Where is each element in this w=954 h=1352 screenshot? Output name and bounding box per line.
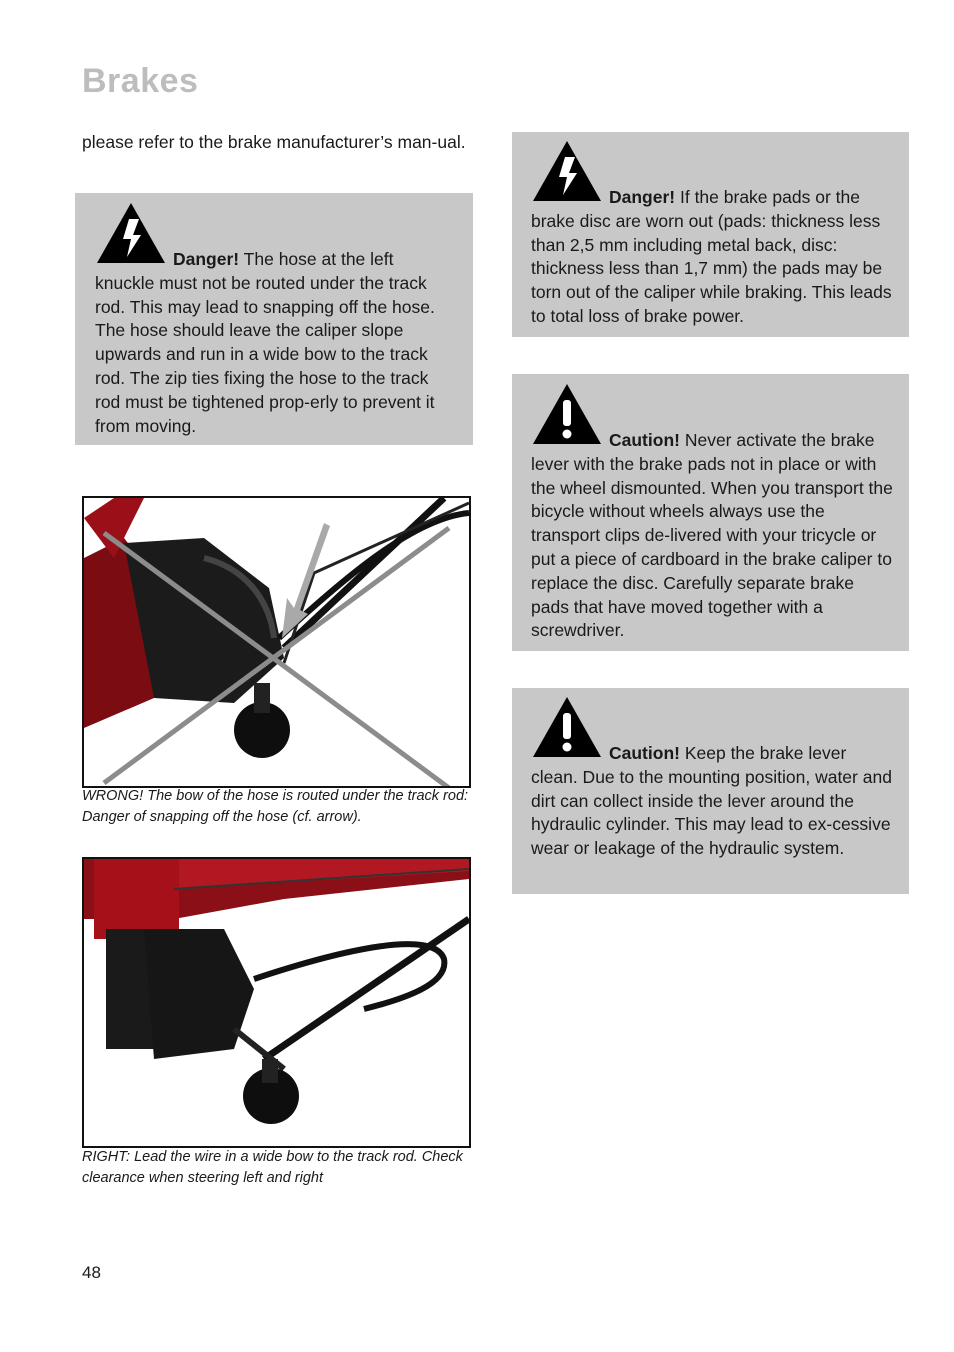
warning-text xyxy=(531,382,893,643)
exclamation-icon xyxy=(531,382,603,453)
caution-box-lever xyxy=(512,374,909,651)
photo-right-routing xyxy=(82,857,471,1148)
danger-box-pads xyxy=(512,132,909,337)
danger-box-hose xyxy=(75,193,473,445)
warning-label: Danger! xyxy=(173,249,240,269)
caution-box-clean xyxy=(512,688,909,894)
lightning-icon xyxy=(95,201,167,272)
warning-body: Never activate the brake lever with the brake pads not in place or with the wheel dismounted. When you transport the bicycle without wheels always use the transport clips de-livered with your tricycle or put a piece of cardboard in the brake caliper to replace the disc. Carefully separate brake pads that have moved together with a screwdriver. xyxy=(531,430,893,641)
warning-label: Danger! xyxy=(609,187,676,207)
warning-label: Caution! xyxy=(609,743,680,763)
photo-wrong-routing xyxy=(82,496,471,788)
warning-body: Keep the brake lever clean. Due to the mounting position, water and dirt can collect inside the lever around the hydraulic cylinder. This may lead to ex-cessive wear or leakage of the hydraulic system. xyxy=(531,743,892,859)
warning-text xyxy=(531,139,893,329)
warning-body: If the brake pads or the brake disc are worn out (pads: thickness less than 2,5 mm including metal back, disc: thickness less than 1,7 mm) the pads may be torn out of the caliper while braking. This leads to total loss of brake power. xyxy=(531,187,892,326)
lightning-icon xyxy=(531,139,603,210)
warning-label: Caution! xyxy=(609,430,680,450)
figure-caption-right: RIGHT: Lead the wire in a wide bow to the track rod. Check clearance when steering left and right xyxy=(82,1149,463,1186)
exclamation-icon xyxy=(531,695,603,766)
page-title: Brakes xyxy=(82,62,199,100)
intro-text: please refer to the brake manufacturer’s man-ual. xyxy=(82,132,466,152)
warning-text xyxy=(531,695,893,861)
warning-text xyxy=(95,201,457,438)
page-number: 48 xyxy=(82,1263,101,1282)
warning-body: The hose at the left knuckle must not be routed under the track rod. This may lead to snapping off the hose. The hose should leave the caliper slope upwards and run in a wide bow to the track rod. The zip ties fixing the hose to the track rod must be tightened prop-erly to prevent it from moving. xyxy=(95,249,435,436)
figure-caption-wrong: WRONG! The bow of the hose is routed under the track rod: Danger of snapping off the hose (cf. arrow). xyxy=(82,788,469,825)
